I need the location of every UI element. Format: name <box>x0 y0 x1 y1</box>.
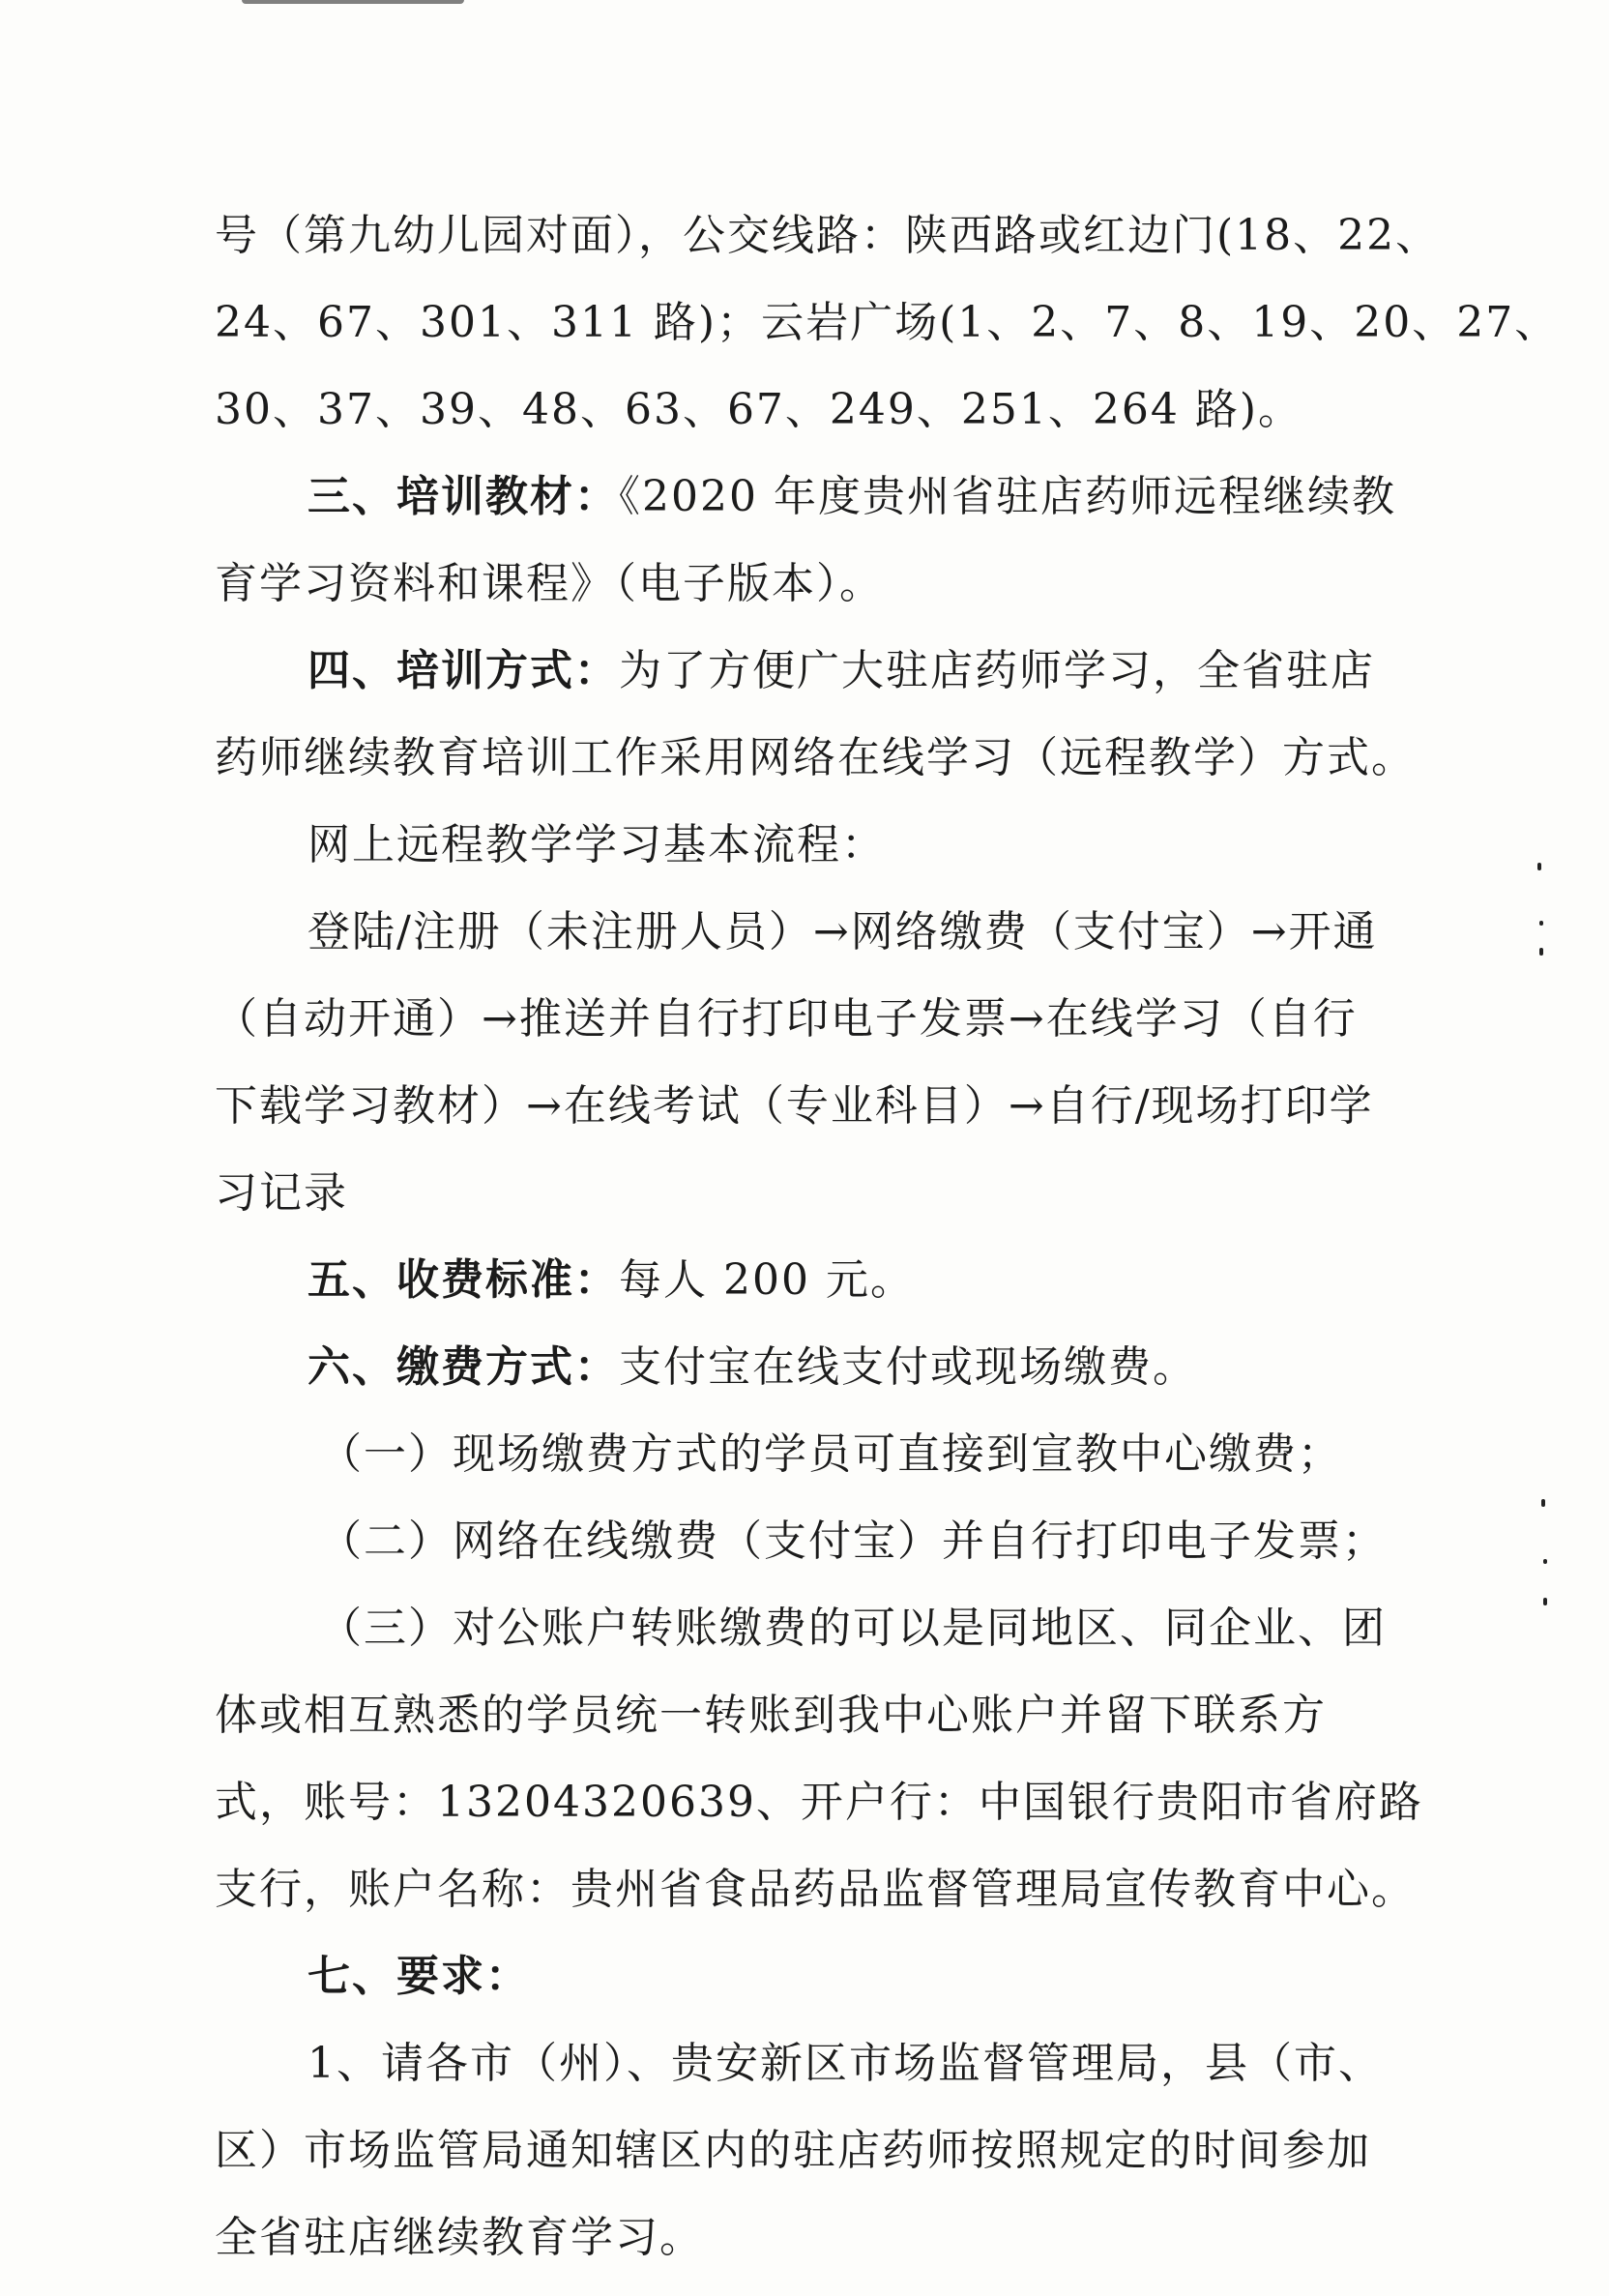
section-3-heading: 三、培训教材： <box>307 472 619 521</box>
payment-item-2: （二）网络在线缴费（支付宝）并自行打印电子发票； <box>319 1516 1387 1566</box>
scan-speck <box>1543 1559 1547 1564</box>
section-4-heading: 四、培训方式： <box>307 646 619 695</box>
payment-item-1: （一）现场缴费方式的学员可直接到宣教中心缴费； <box>319 1429 1342 1479</box>
paragraph-line: 网上远程教学学习基本流程： <box>307 820 886 869</box>
section-5-heading: 五、收费标准： <box>307 1255 619 1305</box>
process-flow-line: 习记录 <box>215 1168 348 1218</box>
scan-speck <box>1541 1499 1545 1507</box>
requirement-1: 1、请各市（州）、贵安新区市场监督管理局，县（市、 <box>307 2039 1383 2088</box>
scan-speck <box>1537 863 1541 870</box>
scan-speck <box>1543 1598 1547 1605</box>
section-3-line: 三、培训教材：《2020 年度贵州省驻店药师远程继续教 <box>307 472 1396 521</box>
scan-speck <box>1539 948 1543 956</box>
process-flow-line: （自动开通）→推送并自行打印电子发票→在线学习（自行 <box>215 994 1358 1044</box>
paragraph-line: 区）市场监管局通知辖区内的驻店药师按照规定的时间参加 <box>215 2126 1371 2175</box>
paragraph-line: 药师继续教育培训工作采用网络在线学习（远程教学）方式。 <box>215 733 1416 782</box>
section-7-heading: 七、要求： <box>307 1952 530 2001</box>
account-name-line: 支行，账户名称：贵州省食品药品监督管理局宣传教育中心。 <box>215 1865 1416 1914</box>
paragraph-line: 全省驻店继续教育学习。 <box>215 2213 704 2262</box>
scan-speck <box>1539 921 1543 926</box>
section-6-line: 六、缴费方式：支付宝在线支付或现场缴费。 <box>307 1342 1197 1392</box>
section-4-line: 四、培训方式：为了方便广大驻店药师学习，全省驻店 <box>307 646 1375 695</box>
scan-edge-mark <box>242 0 464 4</box>
payment-item-3: （三）对公账户转账缴费的可以是同地区、同企业、团 <box>319 1604 1387 1653</box>
document-body <box>215 207 1560 2296</box>
paragraph-line: 育学习资料和课程》（电子版本）。 <box>215 559 884 608</box>
process-flow-line: 登陆/注册（未注册人员）→网络缴费（支付宝）→开通 <box>307 907 1378 957</box>
paragraph-line: 号（第九幼儿园对面），公交线路：陕西路或红边门(18、22、 <box>215 211 1441 260</box>
process-flow-line: 下载学习教材）→在线考试（专业科目）→自行/现场打印学 <box>215 1081 1374 1131</box>
paragraph-line: 30、37、39、48、63、67、249、251、264 路)。 <box>215 385 1303 434</box>
paragraph-line: 体或相互熟悉的学员统一转账到我中心账户并留下联系方 <box>215 1691 1327 1740</box>
section-5-line: 五、收费标准：每人 200 元。 <box>307 1255 915 1305</box>
paragraph-line: 24、67、301、311 路)；云岩广场(1、2、7、8、19、20、27、 <box>215 298 1560 347</box>
bank-account-line: 式，账号：13204320639、开户行：中国银行贵阳市省府路 <box>215 1778 1423 1827</box>
section-6-heading: 六、缴费方式： <box>307 1342 619 1392</box>
